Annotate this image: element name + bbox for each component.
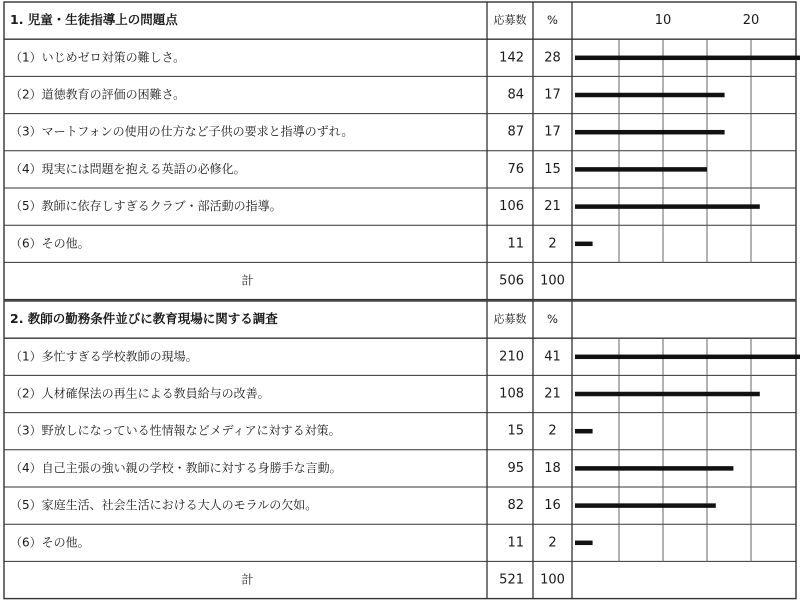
- row-percent: 41: [544, 349, 561, 365]
- row-count: 76: [507, 161, 524, 177]
- row-percent: 17: [544, 87, 561, 103]
- total-label: 計: [241, 572, 254, 587]
- section-title: 1. 児童・生徒指導上の問題点: [10, 12, 178, 28]
- x-tick-label: 20: [742, 13, 760, 29]
- row-label: （1）いじめゼロ対策の難しさ。: [10, 50, 186, 65]
- row-percent: 15: [544, 161, 561, 177]
- row-label: （2）道徳教育の評価の困難さ。: [10, 87, 186, 102]
- row-count: 11: [507, 236, 524, 252]
- percent-bar: [575, 355, 800, 360]
- row-label: （1）多忙すぎる学校教師の現場。: [10, 349, 198, 364]
- percent-header: %: [547, 312, 558, 327]
- row-count: 87: [507, 124, 524, 140]
- row-percent: 21: [544, 199, 561, 215]
- row-count: 142: [499, 50, 524, 66]
- row-count: 11: [507, 535, 524, 551]
- x-tick-label: 10: [654, 13, 672, 29]
- row-count: 95: [507, 460, 524, 476]
- row-label: （6）その他。: [10, 535, 90, 550]
- percent-bar: [575, 56, 800, 61]
- total-percent: 100: [540, 273, 565, 289]
- row-count: 15: [507, 423, 524, 439]
- total-label: 計: [241, 273, 254, 288]
- row-label: （5）教師に依存しすぎるクラブ・部活動の指導。: [10, 199, 282, 214]
- percent-bar: [575, 429, 593, 434]
- row-label: （4）自己主張の強い親の学校・教師に対する身勝手な言動。: [10, 460, 342, 475]
- section-title: 2. 教師の勤務条件並びに教育現場に関する調査: [10, 311, 278, 327]
- percent-bar: [575, 466, 733, 471]
- percent-bar: [575, 204, 760, 209]
- row-percent: 2: [548, 236, 557, 252]
- row-count: 210: [499, 349, 524, 365]
- row-percent: 18: [544, 460, 561, 476]
- row-label: （4）現実には問題を抱える英語の必修化。: [10, 161, 246, 176]
- row-percent: 21: [544, 386, 561, 402]
- row-count: 82: [507, 498, 524, 514]
- row-percent: 2: [548, 535, 557, 551]
- percent-bar: [575, 130, 725, 135]
- row-count: 84: [507, 87, 524, 103]
- count-header: 応募数: [493, 312, 527, 326]
- row-percent: 16: [544, 498, 561, 514]
- percent-bar: [575, 392, 760, 397]
- row-label: （6）その他。: [10, 236, 90, 251]
- total-percent: 100: [540, 572, 565, 588]
- total-count: 506: [499, 273, 524, 289]
- row-percent: 17: [544, 124, 561, 140]
- row-percent: 28: [544, 50, 561, 66]
- percent-bar: [575, 93, 725, 98]
- total-count: 521: [499, 572, 524, 588]
- row-label: （3）野放しになっている性情報などメディアに対する対策。: [10, 423, 341, 438]
- row-label: （3）マートフォンの使用の仕方など子供の要求と指導のずれ。: [10, 124, 354, 139]
- row-label: （5）家庭生活、社会生活における大人のモラルの欠如。: [10, 498, 318, 513]
- row-label: （2）人材確保法の再生による教員給与の改善。: [10, 386, 270, 401]
- row-percent: 2: [548, 423, 557, 439]
- percent-bar: [575, 541, 593, 546]
- percent-bar: [575, 242, 593, 247]
- row-count: 108: [499, 386, 524, 402]
- count-header: 応募数: [493, 13, 527, 27]
- row-count: 106: [499, 199, 524, 215]
- percent-bar: [575, 503, 716, 508]
- percent-header: %: [547, 13, 558, 28]
- percent-bar: [575, 167, 707, 172]
